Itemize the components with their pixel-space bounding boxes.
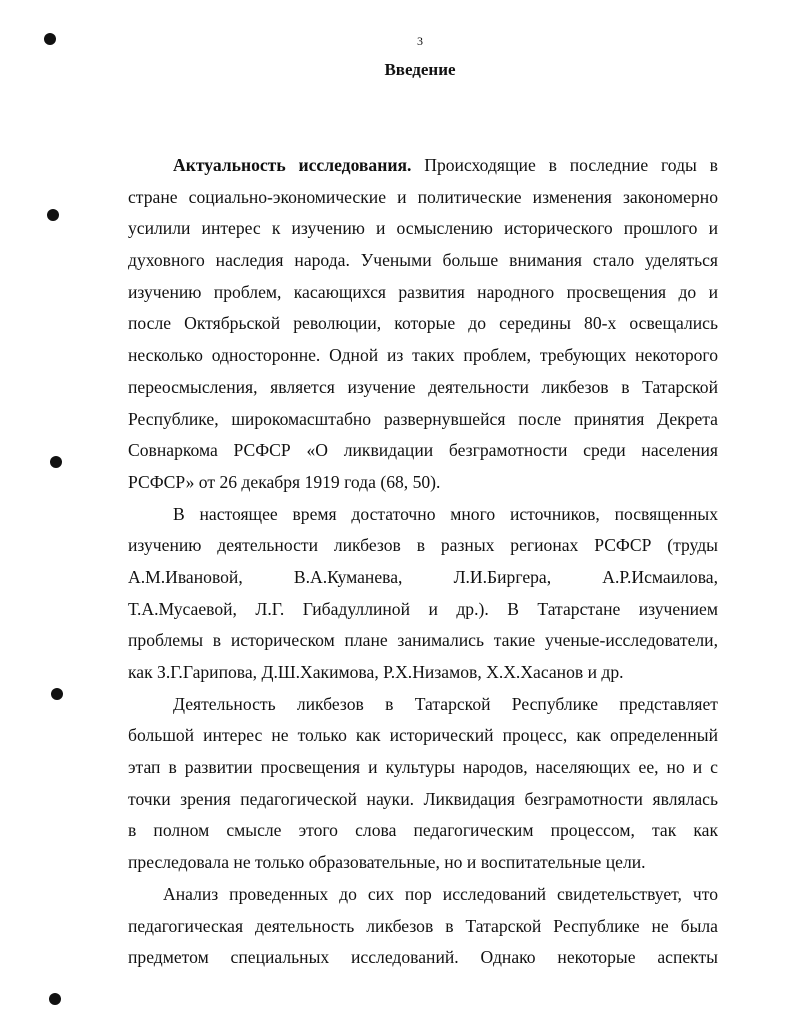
text-line: Т.А.Мусаевой, Л.Г. Гибадуллиной и др.). В Татарстане изучением: [128, 598, 718, 619]
text-line: как З.Г.Гарипова, Д.Ш.Хакимова, Р.Х.Низамов, Х.Х.Хасанов и др.: [128, 662, 624, 682]
text-line: после Октябрьской революции, которые до середины 80-х освещались: [128, 313, 718, 334]
text-line: преследовала не только образовательные, но и воспитательные цели.: [128, 852, 646, 873]
body-text: [128, 150, 718, 974]
binding-hole-5: [49, 993, 61, 1005]
text-line: несколько односторонне. Одной из таких проблем, требующих некоторого: [128, 345, 718, 366]
text-line: Республике, широкомасштабно развернувшейся после принятия Декрета: [128, 408, 718, 429]
binding-hole-2: [47, 209, 59, 221]
text-line: духовного наследия народа. Учеными больше внимания стало уделяться: [128, 250, 718, 271]
text-line: стране социально-экономические и политические изменения закономерно: [128, 186, 718, 207]
text-line-fragment: Происходящие в последние годы в: [411, 155, 718, 175]
text-line: этап в развитии просвещения и культуры народов, населяющих ее, но и с: [128, 757, 718, 778]
page-number: 3: [417, 34, 423, 48]
binding-hole-3: [50, 456, 62, 468]
text-line: в полном смысле этого слова педагогическим процессом, так как: [128, 820, 718, 841]
text-line: точки зрения педагогической науки. Ликвидация безграмотности являлась: [128, 788, 718, 809]
text-line: большой интерес не только как исторический процесс, как определенный: [128, 725, 718, 746]
text-line: Деятельность ликбезов в Татарской Республике представляет: [173, 693, 718, 714]
text-line: переосмысления, является изучение деятельности ликбезов в Татарской: [128, 376, 718, 397]
binding-hole-4: [51, 688, 63, 700]
lead-term: Актуальность исследования.: [173, 155, 412, 175]
page-title: Введение: [384, 60, 456, 79]
text-line: В настоящее время достаточно много источников, посвященных: [173, 503, 718, 524]
text-line: РСФСР» от 26 декабря 1919 года (68, 50).: [128, 471, 441, 492]
text-line: Анализ проведенных до сих пор исследований свидетельствует, что: [163, 883, 718, 904]
text-line: [128, 150, 718, 182]
text-line: Совнаркома РСФСР «О ликвидации безграмотности среди населения: [128, 440, 718, 461]
text-line: усилили интерес к изучению и осмыслению исторического прошлого и: [128, 218, 718, 239]
text-line: изучению деятельности ликбезов в разных регионах РСФСР (труды: [128, 535, 718, 556]
text-line: А.М.Ивановой, В.А.Куманева, Л.И.Биргера, А.Р.Исмаилова,: [128, 566, 718, 587]
text-line: педагогическая деятельность ликбезов в Татарской Республике не была: [128, 915, 718, 936]
text-line: проблемы в историческом плане занимались такие ученые-исследователи,: [128, 630, 718, 651]
text-line: предметом специальных исследований. Однако некоторые аспекты: [128, 947, 718, 968]
text-line: изучению проблем, касающихся развития народного просвещения до и: [128, 281, 718, 302]
